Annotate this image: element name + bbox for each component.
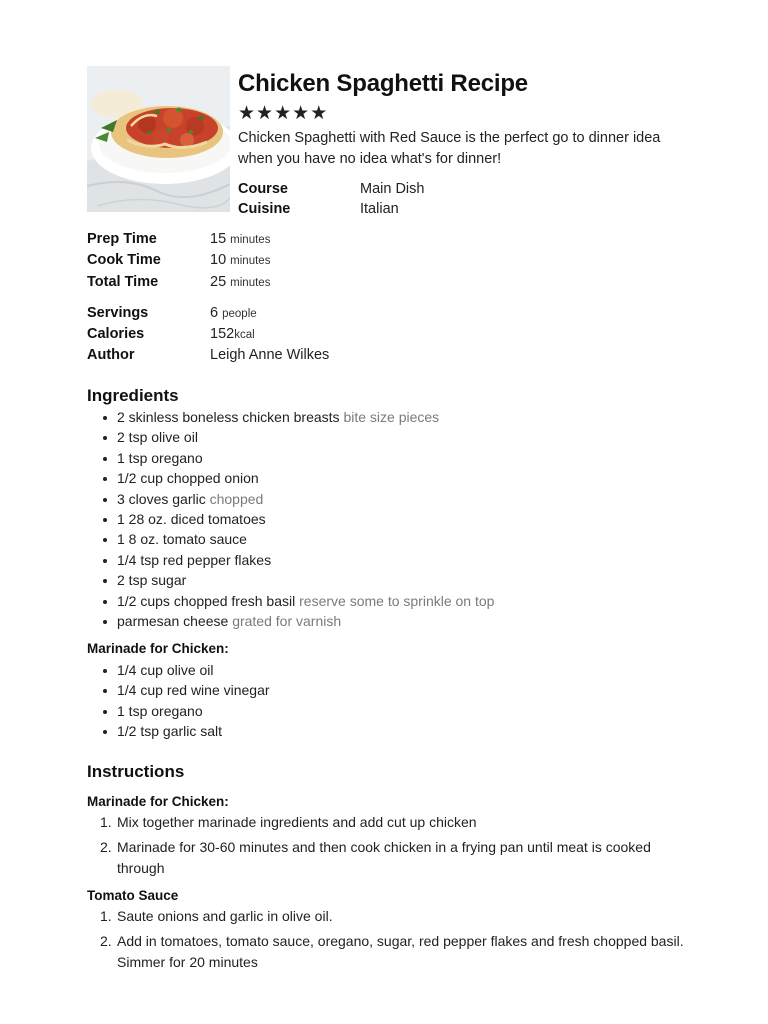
author-row: [87, 345, 387, 365]
star-icon: ★: [310, 103, 328, 124]
ingredient-item: [100, 570, 494, 590]
instruction-step: [100, 906, 690, 927]
rating-stars: [238, 104, 327, 123]
cook-time-row: [87, 250, 387, 270]
servings-unit: people: [222, 308, 257, 320]
ingredient-note: grated for varnish: [232, 612, 342, 629]
servings-row: [87, 303, 387, 323]
ingredient-note: reserve some to sprinkle on top: [299, 592, 495, 609]
marinade-instructions-list: [100, 812, 690, 883]
calories-number: 152: [210, 326, 235, 342]
ingredient-text: 2 skinless boneless chicken breasts: [117, 409, 340, 425]
step-number: 2.: [100, 839, 112, 855]
total-time-row: [87, 272, 387, 292]
ingredient-text: 1/4 cup red wine vinegar: [117, 682, 270, 699]
ingredient-text: 1/4 cup olive oil: [117, 662, 214, 678]
star-icon: ★: [292, 103, 310, 124]
ingredient-item: [100, 591, 494, 611]
step-number: 1.: [100, 908, 112, 924]
ingredient-text: 2 tsp sugar: [117, 572, 187, 589]
instructions-heading: Instructions: [87, 762, 185, 781]
ingredient-item: [100, 721, 270, 741]
recipe-photo: [87, 66, 230, 212]
total-time-value: [210, 272, 270, 293]
cook-time-unit: minutes: [230, 255, 271, 267]
marinade-ingredients-list: [100, 660, 270, 742]
ingredient-item: [100, 468, 494, 488]
ingredients-list: [100, 407, 494, 631]
course-value: Main Dish: [360, 181, 425, 197]
calories-value: [210, 324, 255, 345]
ingredient-item: [100, 611, 494, 631]
instruction-step: [100, 931, 690, 973]
ingredient-text: 1 28 oz. diced tomatoes: [117, 510, 266, 527]
ingredient-text: 3 cloves garlic: [117, 490, 206, 507]
star-icon: ★: [274, 103, 292, 124]
spaghetti-plate-image: [87, 66, 230, 212]
ingredient-text: 1 tsp oregano: [117, 449, 203, 466]
prep-time-number: 15: [210, 231, 227, 247]
total-time-unit: minutes: [230, 277, 271, 289]
step-number: 1.: [100, 814, 112, 830]
step-text: Saute onions and garlic in olive oil.: [117, 908, 333, 924]
total-time-label: Total Time: [87, 274, 159, 290]
cook-time-number: 10: [210, 252, 227, 268]
ingredient-item: [100, 489, 494, 509]
author-label: Author: [87, 347, 135, 363]
calories-unit: kcal: [234, 329, 255, 341]
ingredients-heading: Ingredients: [87, 386, 179, 405]
instruction-group-title: Marinade for Chicken:: [87, 794, 229, 809]
prep-time-row: [87, 229, 387, 249]
ingredient-item: [100, 550, 494, 570]
total-time-number: 25: [210, 274, 227, 290]
instruction-step: [100, 837, 690, 879]
ingredient-text: parmesan cheese: [117, 612, 229, 629]
recipe-summary: Chicken Spaghetti with Red Sauce is the perfect go to dinner idea when you have no idea what's for dinner!: [238, 130, 661, 167]
marinade-ingredients-heading: Marinade for Chicken:: [87, 641, 229, 656]
ingredient-note: bite size pieces: [343, 409, 440, 425]
recipe-title: Chicken Spaghetti Recipe: [238, 70, 528, 97]
servings-number: 6: [210, 305, 219, 321]
step-number: 2.: [100, 933, 112, 949]
cuisine-value: Italian: [360, 201, 399, 217]
ingredient-text: 1/2 tsp garlic salt: [117, 723, 223, 740]
prep-time-unit: minutes: [230, 234, 271, 246]
author-name: Leigh Anne Wilkes: [210, 347, 330, 363]
ingredient-item: [100, 660, 270, 680]
prep-time-value: [210, 229, 270, 250]
servings-value: [210, 303, 257, 324]
instruction-step: [100, 812, 690, 833]
course-label: Course: [238, 181, 288, 197]
star-icon: ★: [238, 103, 256, 124]
ingredient-text: 1/2 cups chopped fresh basil: [117, 592, 296, 609]
tomato-sauce-instructions-list: [100, 906, 690, 977]
cuisine-label: Cuisine: [238, 201, 291, 217]
ingredient-item: [100, 448, 494, 468]
step-text: Marinade for 30-60 minutes and then cook chicken in a frying pan until meat is cooked through: [117, 839, 651, 876]
ingredient-item: [100, 407, 494, 427]
ingredient-text: 1 tsp oregano: [117, 702, 203, 719]
course-row: [238, 179, 538, 199]
ingredient-item: [100, 427, 494, 447]
step-text: Add in tomatoes, tomato sauce, oregano, sugar, red pepper flakes and fresh chopped basil. Simmer for 20 minutes: [117, 933, 684, 970]
calories-label: Calories: [87, 326, 145, 342]
ingredient-note: chopped: [209, 490, 264, 507]
cook-time-label: Cook Time: [87, 252, 161, 268]
ingredient-item: [100, 509, 494, 529]
ingredient-text: 1/4 tsp red pepper flakes: [117, 551, 272, 568]
step-text: Mix together marinade ingredients and add cut up chicken: [117, 814, 477, 830]
ingredient-text: 1/2 cup chopped onion: [117, 470, 259, 487]
instruction-group-title: Tomato Sauce: [87, 888, 179, 903]
ingredient-text: 1 8 oz. tomato sauce: [117, 531, 247, 548]
prep-time-label: Prep Time: [87, 231, 157, 247]
ingredient-item: [100, 701, 270, 721]
ingredient-item: [100, 529, 494, 549]
servings-label: Servings: [87, 305, 149, 321]
ingredient-item: [100, 680, 270, 700]
star-icon: ★: [256, 103, 274, 124]
calories-row: [87, 324, 387, 344]
cook-time-value: [210, 250, 270, 271]
ingredient-text: 2 tsp olive oil: [117, 429, 198, 446]
cuisine-row: [238, 199, 538, 219]
